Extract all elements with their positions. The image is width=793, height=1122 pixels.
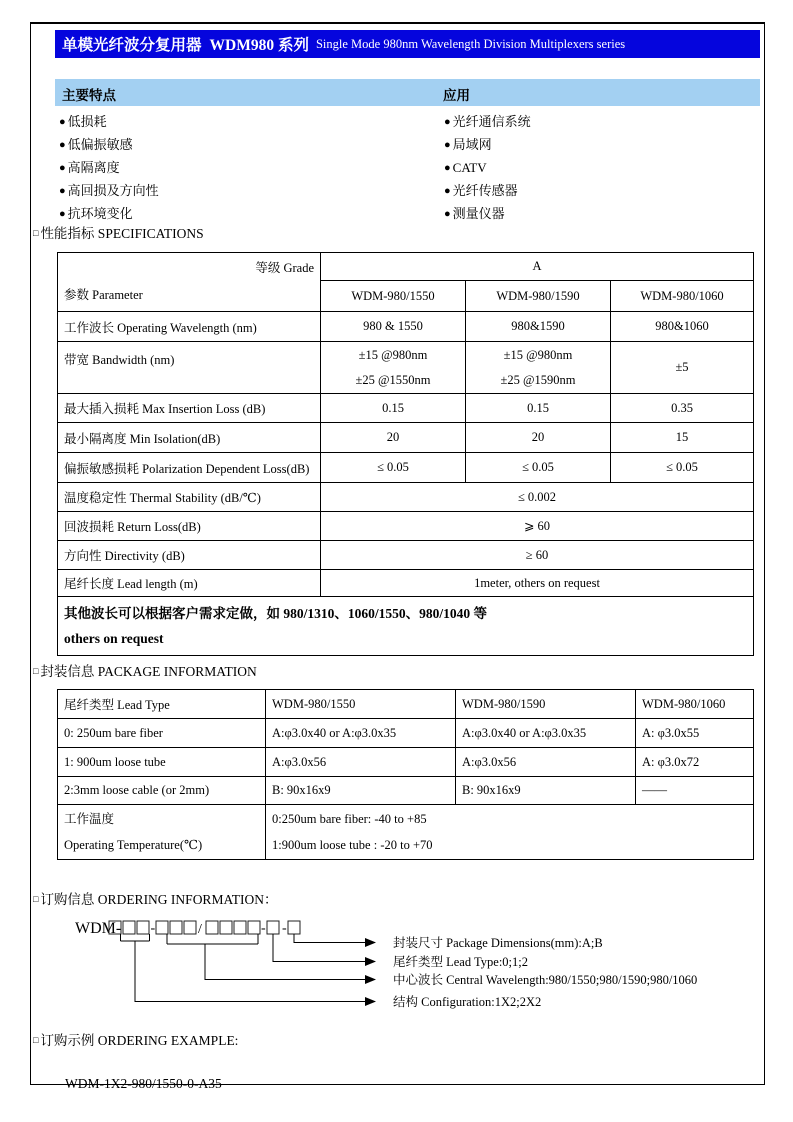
applications-list [444,111,531,226]
spec-value-cell: ≤ 0.05 [611,453,754,483]
bullet-icon: ● [444,139,451,151]
package-title: 封装信息 PACKAGE INFORMATION [40,664,257,679]
feature-item [59,157,159,180]
code-box [156,921,168,934]
spec-param-cell: 最小隔离度 Min Isolation(dB) [58,423,321,453]
order-label-wavelength: 中心波长 Central Wavelength:980/1550;980/1590;980/1060 [393,973,698,987]
pkg-cell: A:φ3.0x40 or A:φ3.0x35 [456,719,636,748]
pkg-header-cell: WDM-980/1550 [266,690,456,719]
code-box [248,921,260,934]
title-banner [55,30,760,58]
pkg-header-cell: WDM-980/1060 [636,690,754,719]
spec-value-cell: ±5 [611,342,754,394]
example-title: 订购示例 ORDERING EXAMPLE: [40,1033,239,1048]
bandwidth-line: ±25 @1550nm [355,372,431,387]
application-label: CATV [452,160,487,175]
order-label-leadtype: 尾纤类型 Lead Type:0;1;2 [393,955,528,969]
square-marker-icon: □ [33,228,39,238]
bandwidth-line: ±25 @1590nm [500,372,576,387]
spec-merged-value-cell: ⩾ 60 [321,512,754,541]
code-box [123,921,135,934]
pkg-cell: B: 90x16x9 [456,777,636,805]
title-model: WDM980 系列 [209,37,309,54]
code-separator: - [150,921,156,936]
code-box [234,921,246,934]
pkg-cell: A:φ3.0x40 or A:φ3.0x35 [266,719,456,748]
specifications-title: 性能指标 SPECIFICATIONS [40,226,204,241]
square-marker-icon: □ [33,1035,39,1045]
table-row [58,312,754,342]
package-heading [33,660,764,680]
bullet-icon: ● [59,208,66,220]
spec-value-cell [466,342,611,394]
code-box [170,921,182,934]
table-row [58,777,754,805]
temp-value-line: 0:250um bare fiber: -40 to +85 [272,812,427,826]
title-chinese: 单模光纤波分复用器 [62,37,202,54]
spec-value-cell: 15 [611,423,754,453]
table-row [58,483,754,512]
bandwidth-line: ±15 @980nm [503,347,573,362]
spec-corner-cell [58,253,321,312]
bracket-line [167,934,258,944]
application-label: 局域网 [452,137,492,152]
code-separator: - [282,921,287,936]
pkg-cell: A:φ3.0x56 [456,748,636,777]
operating-temp-value-cell [266,805,754,860]
pkg-cell: 2:3mm loose cable (or 2mm) [58,777,266,805]
pkg-cell: A:φ3.0x56 [266,748,456,777]
spec-value-cell: ≤ 0.05 [466,453,611,483]
order-label-package: 封装尺寸 Package Dimensions(mm):A;B [393,936,603,950]
table-row [58,541,754,570]
bracket-line [121,934,150,941]
application-item [444,203,531,226]
code-box [206,921,218,934]
title-english: Single Mode 980nm Wavelength Division Multiplexers series [315,36,626,51]
table-row [58,512,754,541]
order-connector-lines [121,934,376,1002]
bullet-icon: ● [444,185,451,197]
pkg-cell: A: φ3.0x72 [636,748,754,777]
table-row [58,453,754,483]
spec-param-cell: 温度稳定性 Thermal Stability (dB/℃) [58,483,321,512]
table-row [58,690,754,719]
pkg-cell: A: φ3.0x55 [636,719,754,748]
code-box [220,921,232,934]
table-row [58,394,754,423]
spec-merged-value-cell: ≥ 60 [321,541,754,570]
feature-label: 高回损及方向性 [67,183,159,198]
ordering-heading [33,888,764,908]
spec-param-cell: 尾纤长度 Lead length (m) [58,570,321,597]
table-row [58,719,754,748]
spec-value-cell: 20 [321,423,466,453]
bullet-icon: ● [59,185,66,197]
application-label: 光纤通信系统 [452,114,531,129]
model-column-header: WDM-980/1550 [321,281,466,312]
bullet-icon: ● [59,162,66,174]
bullet-icon: ● [59,139,66,151]
spec-merged-value-cell: 1meter, others on request [321,570,754,597]
spec-merged-value-cell: ≤ 0.002 [321,483,754,512]
custom-wavelength-note [58,597,754,656]
feature-label: 低损耗 [67,114,107,129]
feature-label: 低偏振敏感 [67,137,133,152]
package-table [57,689,754,860]
model-column-header: WDM-980/1590 [466,281,611,312]
spec-value-cell: 0.15 [466,394,611,423]
features-section [59,111,764,221]
application-item [444,180,531,203]
application-item [444,111,531,134]
grade-label: 等级 Grade [255,261,314,275]
table-row [58,805,754,860]
specifications-table [57,252,754,656]
arrow-line-leadtype [273,934,375,962]
feature-item [59,134,159,157]
order-code-boxes [109,921,300,934]
ordering-diagram [75,916,765,1022]
feature-label: 抗环境变化 [67,206,133,221]
application-label: 光纤传感器 [452,183,518,198]
bullet-icon: ● [444,116,451,128]
spec-value-cell: 980 & 1550 [321,312,466,342]
bullet-icon: ● [59,116,66,128]
spec-param-cell: 最大插入损耗 Max Insertion Loss (dB) [58,394,321,423]
table-row [58,597,754,656]
spec-value-cell: 980&1060 [611,312,754,342]
feature-label: 高隔离度 [67,160,120,175]
order-label-configuration: 结构 Configuration:1X2;2X2 [393,995,542,1009]
spec-param-cell: 工作波长 Operating Wavelength (nm) [58,312,321,342]
features-heading: 主要特点 [62,88,116,103]
features-header-bar [55,79,760,106]
parameter-label: 参数 Parameter [64,288,143,302]
table-row [58,570,754,597]
feature-item [59,180,159,203]
temp-label-line: 工作温度 [64,812,115,826]
note-line: 其他波长可以根据客户需求定做，如 980/1310、1060/1550、980/1040 等 [64,606,488,621]
pkg-cell: 0: 250um bare fiber [58,719,266,748]
temp-label-line: Operating Temperature(℃) [64,838,203,852]
application-label: 测量仪器 [452,206,505,221]
square-marker-icon: □ [33,666,39,676]
pkg-cell: —— [636,777,754,805]
pkg-header-cell: WDM-980/1590 [456,690,636,719]
operating-temp-label-cell [58,805,266,860]
arrow-line-configuration [135,941,375,1002]
bullet-icon: ● [444,162,451,174]
spec-value-cell: 0.15 [321,394,466,423]
bandwidth-line: ±15 @980nm [358,347,428,362]
grade-value-cell: A [321,253,754,281]
model-column-header: WDM-980/1060 [611,281,754,312]
spec-value-cell: 20 [466,423,611,453]
code-box [184,921,196,934]
page-border [30,22,765,1091]
code-box [288,921,300,934]
features-list [59,111,159,226]
feature-item [59,111,159,134]
spec-param-cell: 偏振敏感损耗 Polarization Dependent Loss(dB) [58,453,321,483]
code-separator: - [261,921,266,936]
code-box [137,921,149,934]
pkg-cell: B: 90x16x9 [266,777,456,805]
applications-heading: 应用 [443,88,470,103]
spec-param-cell: 回波损耗 Return Loss(dB) [58,512,321,541]
spec-value-cell [321,342,466,394]
table-row [58,423,754,453]
code-box [267,921,279,934]
table-row [58,342,754,394]
spec-value-cell: 980&1590 [466,312,611,342]
spec-value-cell: ≤ 0.05 [321,453,466,483]
square-marker-icon: □ [33,894,39,904]
bullet-icon: ● [444,208,451,220]
pkg-header-cell: 尾纤类型 Lead Type [58,690,266,719]
application-item [444,157,531,180]
table-row [58,748,754,777]
spec-param-cell: 带宽 Bandwidth (nm) [58,342,321,394]
order-code-prefix: WDM- [75,920,122,937]
ordering-example-value: WDM-1X2-980/1550-0-A35 [65,1076,222,1091]
spec-value-cell: 0.35 [611,394,754,423]
note-line: others on request [64,631,164,646]
feature-item [59,203,159,226]
application-item [444,134,531,157]
pkg-cell: 1: 900um loose tube [58,748,266,777]
arrow-line-package [294,934,375,943]
spec-param-cell: 方向性 Directivity (dB) [58,541,321,570]
temp-value-line: 1:900um loose tube : -20 to +70 [272,838,433,852]
example-heading [33,1029,764,1049]
ordering-title: 订购信息 ORDERING INFORMATION： [40,892,278,907]
code-separator: / [198,922,202,937]
